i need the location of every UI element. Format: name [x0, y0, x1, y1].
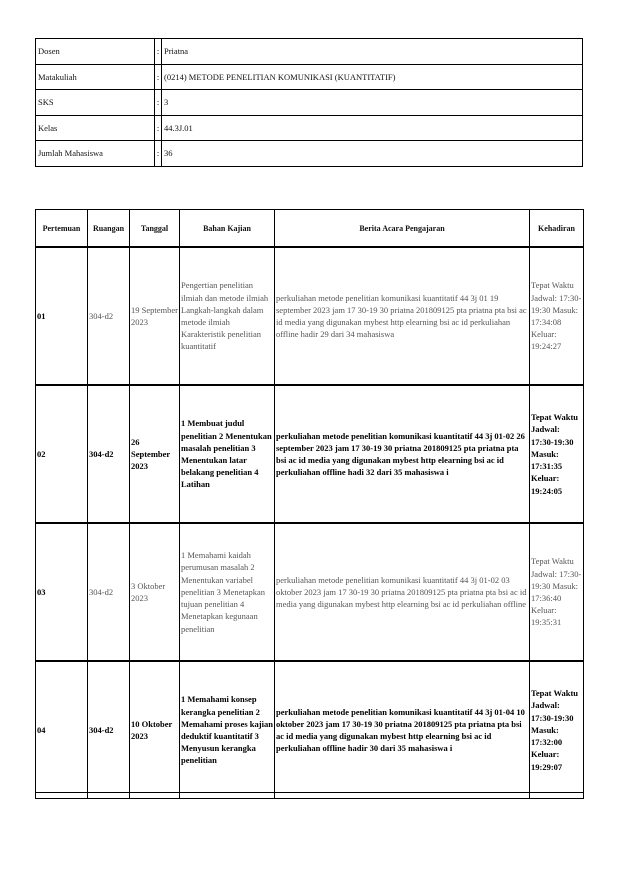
cell-bahan-kajian: Pengertian penelitian ilmiah dan metode ilmiah Langkah-langkah dalam metode ilmiah Karakteristik penelitian kuantitatif [180, 247, 275, 385]
cell-berita-acara: perkuliahan metode penelitian komunikasi kuantitatif 44 3j 01 19 september 2023 jam 17 30-19 30 priatna 201809125 pta priatna pta bsi ac id media yang digunakan mybest http elearning bsi ac id perkuliahan offline hadir 29 dari 34 mahasiswa [275, 247, 530, 385]
info-separator: : [155, 64, 162, 90]
cell-tanggal: 26 September 2023 [130, 385, 180, 523]
info-label: Kelas [36, 115, 155, 141]
info-value: 36 [162, 141, 583, 167]
cell-kehadiran: Tepat Waktu Jadwal: 17:30-19:30 Masuk: 17:36:40 Keluar: 19:35:31 [530, 523, 584, 661]
schedule-header-row [36, 210, 584, 248]
cell-kehadiran: Tepat Waktu Jadwal: 17:30-19:30 Masuk: 17:31:35 Keluar: 19:24:05 [530, 385, 584, 523]
schedule-table [35, 209, 584, 799]
table-row [36, 661, 584, 799]
course-info-table [35, 38, 583, 167]
info-row-sks [36, 90, 583, 116]
info-value: Priatna [162, 39, 583, 65]
info-separator: : [155, 141, 162, 167]
info-separator: : [155, 90, 162, 116]
cell-tanggal: 3 Oktober 2023 [130, 523, 180, 661]
info-label: Matakuliah [36, 64, 155, 90]
cell-ruangan: 304-d2 [88, 385, 130, 523]
info-label: SKS [36, 90, 155, 116]
info-separator: : [155, 39, 162, 65]
table-row [36, 247, 584, 385]
header-pertemuan: Pertemuan [36, 210, 88, 248]
cell-kehadiran: Tepat Waktu Jadwal: 17:30-19:30 Masuk: 17:32:00 Keluar: 19:29:07 [530, 661, 584, 799]
header-tanggal: Tanggal [130, 210, 180, 248]
cell-ruangan: 304-d2 [88, 247, 130, 385]
table-row [36, 385, 584, 523]
info-row-jumlah-mahasiswa [36, 141, 583, 167]
info-separator: : [155, 115, 162, 141]
cell-tanggal: 19 September 2023 [130, 247, 180, 385]
info-value: (0214) METODE PENELITIAN KOMUNIKASI (KUANTITATIF) [162, 64, 583, 90]
cell-berita-acara: perkuliahan metode penelitian komunikasi kuantitatif 44 3j 01-02 26 september 2023 jam 17 30-19 30 priatna 201809125 pta priatna pta bsi ac id media yang digunakan mybest http elearning bsi ac id perkuliahan offline hadi 32 dari 35 mahasiswa i [275, 385, 530, 523]
cell-tanggal: 10 Oktober 2023 [130, 661, 180, 799]
cell-pertemuan: 03 [36, 523, 88, 661]
info-row-kelas [36, 115, 583, 141]
cell-berita-acara: perkuliahan metode penelitian komunikasi kuantitatif 44 3j 01-02 03 oktober 2023 jam 17 30-19 30 priatna 201809125 pta priatna pta bsi ac id media yang digunakan mybest http elearning bsi ac id perkuliahan offline [275, 523, 530, 661]
info-label: Dosen [36, 39, 155, 65]
header-berita-acara: Berita Acara Pengajaran [275, 210, 530, 248]
info-value: 44.3J.01 [162, 115, 583, 141]
cell-ruangan: 304-d2 [88, 661, 130, 799]
cell-pertemuan: 04 [36, 661, 88, 799]
cell-kehadiran: Tepat Waktu Jadwal: 17:30-19:30 Masuk: 17:34:08 Keluar: 19:24:27 [530, 247, 584, 385]
cell-pertemuan: 01 [36, 247, 88, 385]
info-row-matakuliah [36, 64, 583, 90]
page-bottom-rule [35, 792, 583, 793]
cell-pertemuan: 02 [36, 385, 88, 523]
info-label: Jumlah Mahasiswa [36, 141, 155, 167]
cell-bahan-kajian: 1 Membuat judul penelitian 2 Menentukan masalah penelitian 3 Menentukan latar belakang penelitian 4 Latihan [180, 385, 275, 523]
table-row [36, 523, 584, 661]
cell-bahan-kajian: 1 Memahami konsep kerangka penelitian 2 Memahami proses kajian deduktif kuantitatif 3 Menyusun kerangka penelitian [180, 661, 275, 799]
info-value: 3 [162, 90, 583, 116]
header-bahan-kajian: Bahan Kajian [180, 210, 275, 248]
header-kehadiran: Kehadiran [530, 210, 584, 248]
cell-ruangan: 304-d2 [88, 523, 130, 661]
info-row-dosen [36, 39, 583, 65]
header-ruangan: Ruangan [88, 210, 130, 248]
cell-berita-acara: perkuliahan metode penelitian komunikasi kuantitatif 44 3j 01-04 10 oktober 2023 jam 17 30-19 30 priatna 201809125 pta priatna pta bsi ac id media yang digunakan mybest http elearning bsi ac id perkuliahan offline hadir 30 dari 35 mahasiswa i [275, 661, 530, 799]
cell-bahan-kajian: 1 Memahami kaidah perumusan masalah 2 Menentukan variabel penelitian 3 Menetapkan tujuan penelitian 4 Menetapkan kegunaan penelitian [180, 523, 275, 661]
